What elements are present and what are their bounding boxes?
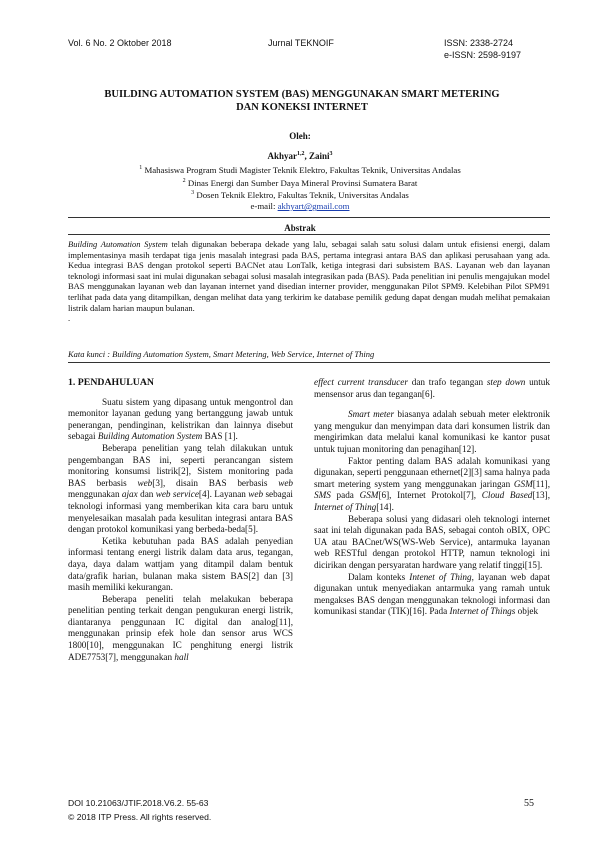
- right-column: [314, 377, 550, 618]
- issn: ISSN: 2338-2724: [444, 38, 514, 48]
- affiliations: [60, 163, 540, 212]
- journal-name: Jurnal TEKNOIF: [268, 38, 334, 48]
- paragraph: Faktor penting dalam BAS adalah komunikasi yang digunakan, seperti penggunaan ethernet[2][3] sama halnya pada smart metering system yang menggunakan jaringan GSM[11], SMS pada GSM[6], Internet Protokol[7], Cloud Based[13], Internet of Thing[14].: [314, 455, 550, 512]
- email-link[interactable]: akhyart@gmail.com: [277, 201, 350, 212]
- volume-info: Vol. 6 No. 2 Oktober 2018: [68, 38, 172, 48]
- paragraph: Dalam konteks Intenet of Thing, layanan web dapat digunakan untuk menyediakan antarmuka yang ramah untuk mengakses BAS dengan menggunakan teknologi informasi dan komunikasi standar (TIK)[16]. Pada Internet of Things objek: [314, 571, 550, 617]
- email-label: e-mail:: [250, 201, 278, 212]
- author-separator: ,: [304, 151, 309, 161]
- page-number: 55: [524, 798, 534, 809]
- abstract-body: [68, 239, 550, 324]
- author-1-affil: 1,2: [297, 151, 305, 157]
- abstract-text: telah digunakan beberapa dekade yang lalu, sebagai salah satu solusi dalam untuk efisiensi energi, dalam implementasinya masih terdapat tiga jenis masalah integrasi pada BAS, pertama integrasi antara BAS dan aplikasi perusahaan yang ada. Kedua integrasi BAS dengan protokol seperti BACNet atau LonTalk, ketiga integrasi dari subsistem BAS. Layanan web dan layanan teknologi informasi saat ini mulai digunakan sebagai solusi masalah integrasikan pada (BAS). Pada penelitian ini penulis mengajukan model BAS menggunakan layanan web dan layanan internet yand disedian interner provider, menggunakan Pilot SPM9. Kelebihan Pilot SPM91 terlihat pada data yang ditampilkan, dengan melihat data yang terkirim ke database pemilik gedung dapat dengan mudah melihat pemakaian listrik dalam harian maupun bulanan.: [68, 239, 550, 313]
- abstract-lead: Building Automation System: [68, 239, 168, 249]
- email-line: [60, 201, 540, 212]
- paragraph: Beberapa solusi yang didasari oleh teknologi internet saat ini telah digunakan pada BAS, sebagai contoh oBIX, OPC UA atau BACnet/WS(WS-Web Service), antarmuka layanan web RESTful dengan protokol HTTP, namun teknologi ini dicirikan dengan persyaratan hardware yang relatif tinggi[15].: [314, 513, 550, 570]
- section-heading: 1. PENDAHULUAN: [68, 377, 154, 388]
- author-2-affil: 3: [329, 151, 333, 157]
- paragraph: Beberapa penelitian yang telah dilakukan untuk pengembangan BAS ini, seperti perancangan sistem monitoring konsumsi listrik[2], Sistem monitoring pada BAS berbasis web[3], disain BAS berbasis web menggunakan ajax dan web service[4]. Layanan web sebagai teknologi informasi yang memberikan kita cara baru untuk menyelesaikan masalah pada kesulitan integrasi antara BAS dengan protokol komunikasi yang berbeda-beda[5].: [68, 442, 293, 535]
- keywords: Kata kunci : Building Automation System, Smart Metering, Web Service, Internet of Thing: [68, 349, 375, 359]
- paragraph: Suatu sistem yang dipasang untuk mengontrol dan memonitor layanan gedung yang bertanggung jawab untuk penerangan, pendinginan, kelistrikan dan lainnya disebut sebagai Building Automation System BAS [1].: [68, 396, 293, 442]
- author-1: Akhyar: [267, 151, 297, 161]
- copyright: © 2018 ITP Press. All rights reserved.: [68, 812, 212, 822]
- affiliation-text: Dosen Teknik Elektro, Fakultas Teknik, Universitas Andalas: [196, 190, 409, 201]
- eissn: e-ISSN: 2598-9197: [444, 50, 522, 60]
- paper-title: [72, 88, 532, 114]
- affiliation-text: Mahasiswa Program Studi Magister Teknik Elektro, Fakultas Teknik, Universitas Andalas: [144, 164, 461, 175]
- affiliation: [60, 188, 540, 201]
- affiliation-text: Dinas Energi dan Sumber Daya Mineral Provinsi Sumatera Barat: [187, 177, 418, 188]
- paragraph: Ketika kebutuhan pada BAS adalah penyedian informasi tentang energi listrik dalam data arus, tegangan, daya, daya dalam wattjam yang ditampil dalam bentuk data/grafik harian, bulanan maka sistem BAS[2] dan [3] masih memiliki kekurangan.: [68, 535, 293, 593]
- paragraph: Smart meter biasanya adalah sebuah meter elektronik yang mengukur dan menyimpan data dari konsumen listrik dan mengirimkan data melalui kanal komunikasi ke kantor pusat untuk tujuan monitoring dan penagihan[12].: [314, 409, 550, 454]
- author-2: Zaini: [309, 151, 330, 161]
- doi: DOI 10.21063/JTIF.2018.V6.2. 55-63: [68, 798, 209, 808]
- paper-title-line-2: DAN KONEKSI INTERNET: [236, 102, 368, 113]
- left-column: [68, 377, 293, 663]
- affiliation: [60, 176, 540, 189]
- affiliation: [60, 163, 540, 176]
- affiliation-mark: 1: [139, 165, 143, 171]
- abstract-heading: Abstrak: [284, 223, 316, 233]
- divider-keywords: [68, 362, 550, 363]
- affiliation-mark: 2: [182, 177, 186, 184]
- abstract-dot: .: [68, 313, 71, 324]
- divider-top: [68, 217, 550, 218]
- paper-title-line-1: BUILDING AUTOMATION SYSTEM (BAS) MENGGUNAKAN SMART METERING: [104, 89, 500, 100]
- by-label: Oleh:: [289, 131, 311, 141]
- divider-abstract: [68, 234, 550, 235]
- paragraph: Beberapa peneliti telah melakukan beberapa penelitian penting terkait dengan pengukuran energi listrik, diantaranya penggunaan IC digital dan analog[11], menggunakan prinsip efek hole dan sensor arus WCS 1800[10], menggunakan IC penghitung energi listrik ADE7753[7], menggunakan hall: [68, 593, 293, 662]
- authors: [60, 151, 540, 161]
- affiliation-mark: 3: [191, 190, 195, 197]
- paragraph: effect current transducer dan trafo tegangan step down untuk mensensor arus dan tegangan[6].: [314, 377, 550, 399]
